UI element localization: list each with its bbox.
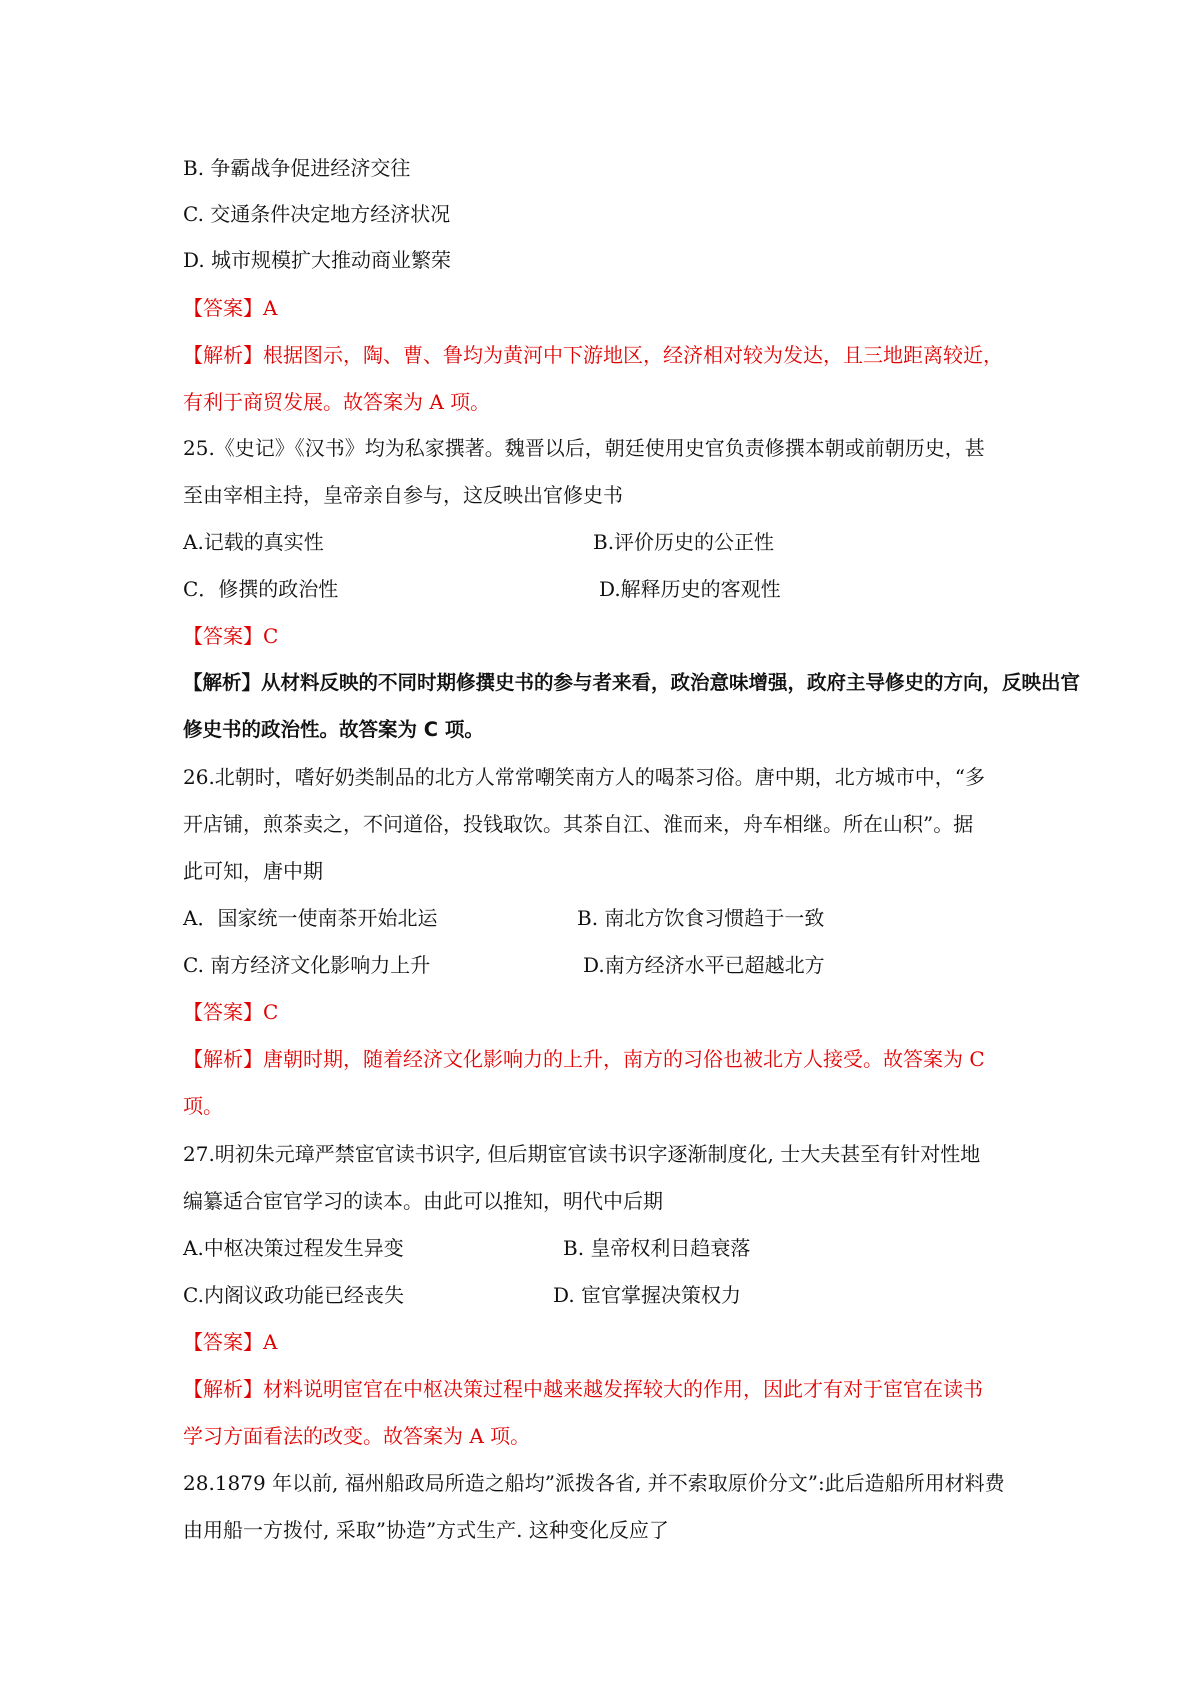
q24-option-c: C. 交通条件决定地方经济状况 [183,202,451,226]
q25-option-c: C．修撰的政治性 [183,577,339,601]
q28-stem-line-2: 由用船一方拨付, 采取”协造”方式生产. 这种变化反应了 [183,1518,669,1542]
q27-stem-line-2: 编纂适合宦官学习的读本。由此可以推知，明代中后期 [183,1189,663,1213]
q24-option-d: D. 城市规模扩大推动商业繁荣 [183,248,452,272]
q27-answer: 【答案】A [183,1330,278,1354]
q25-option-b: B.评价历史的公正性 [593,530,775,554]
q26-option-a: A．国家统一使南茶开始北运 [183,906,438,930]
q26-option-d: D.南方经济水平已超越北方 [583,953,825,977]
q26-analysis-line-2: 项。 [183,1094,223,1118]
q27-option-d: D. 宦官掌握决策权力 [553,1283,742,1307]
q27-analysis-line-1: 【解析】材料说明宦官在中枢决策过程中越来越发挥较大的作用，因此才有对于宦官在读书 [183,1377,983,1401]
q27-stem-line-1: 27.明初朱元璋严禁宦官读书识字, 但后期宦官读书识字逐渐制度化, 士大夫甚至有针对性地 [183,1142,981,1166]
q26-option-c: C. 南方经济文化影响力上升 [183,953,431,977]
q24-answer: 【答案】A [183,296,278,320]
q25-analysis-line-2: 修史书的政治性。故答案为 C 项。 [183,718,484,741]
q26-stem-line-3: 此可知，唐中期 [183,859,323,883]
q26-option-b: B. 南北方饮食习惯趋于一致 [577,906,825,930]
q25-option-a: A.记载的真实性 [183,530,324,554]
q27-option-b: B. 皇帝权利日趋衰落 [563,1236,751,1260]
q25-stem-line-2: 至由宰相主持，皇帝亲自参与，这反映出官修史书 [183,483,623,507]
q25-answer: 【答案】C [183,624,279,648]
q26-stem-line-2: 开店铺，煎茶卖之，不问道俗，投钱取饮。其茶自江、淮而来，舟车相继。所在山积”。据 [183,812,974,836]
q24-analysis-line-1: 【解析】根据图示，陶、曹、鲁均为黄河中下游地区，经济相对较为发达，且三地距离较近， [183,343,1003,367]
q28-stem-line-1: 28.1879 年以前, 福州船政局所造之船均”派拨各省, 并不索取原价分文”:此后造船所用材料费 [183,1471,1005,1495]
q26-analysis-line-1: 【解析】唐朝时期，随着经济文化影响力的上升，南方的习俗也被北方人接受。故答案为 C [183,1047,985,1071]
q27-option-a: A.中枢决策过程发生异变 [183,1236,404,1260]
q26-answer: 【答案】C [183,1000,279,1024]
q24-option-b: B. 争霸战争促进经济交往 [183,156,411,180]
q26-stem-line-1: 26.北朝时，嗜好奶类制品的北方人常常嘲笑南方人的喝茶习俗。唐中期，北方城市中，“多 [183,765,986,789]
q25-analysis-line-1: 【解析】从材料反映的不同时期修撰史书的参与者来看，政治意味增强，政府主导修史的方向，反映出官 [183,671,1081,694]
q25-option-d: D.解释历史的客观性 [599,577,781,601]
q24-analysis-line-2: 有利于商贸发展。故答案为 A 项。 [183,390,491,414]
q27-analysis-line-2: 学习方面看法的改变。故答案为 A 项。 [183,1424,531,1448]
q25-stem-line-1: 25.《史记》《汉书》均为私家撰著。魏晋以后，朝廷使用史官负责修撰本朝或前朝历史，甚 [183,436,985,460]
q27-option-c: C.内阁议政功能已经丧失 [183,1283,404,1307]
